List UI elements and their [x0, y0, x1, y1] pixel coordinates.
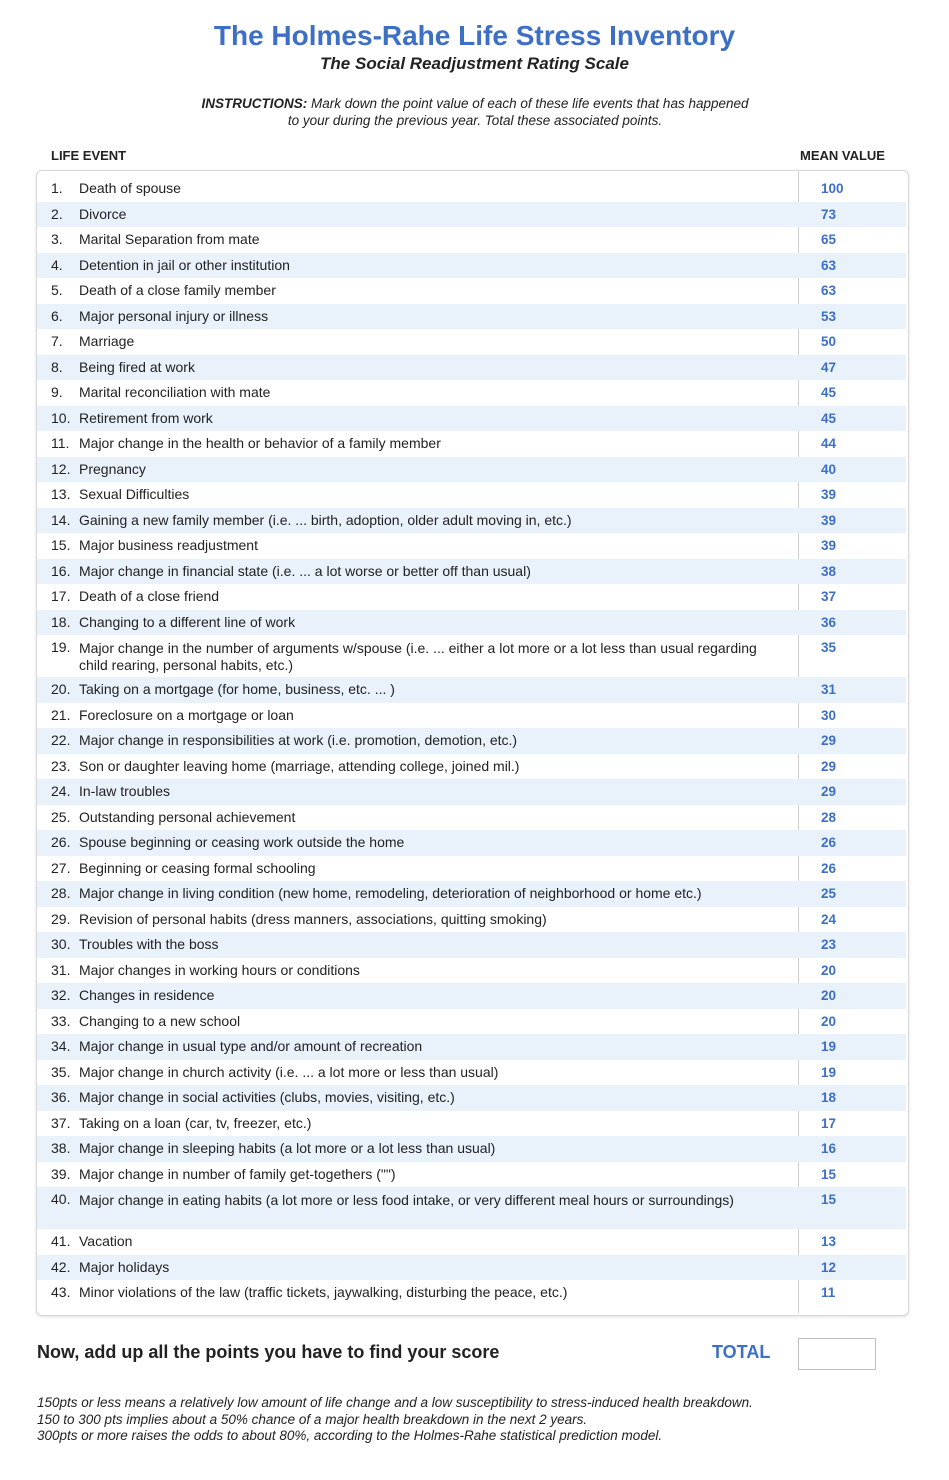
event-text: Major change in living condition (new home, remodeling, deterioration of neighborhood or home etc.) [79, 885, 702, 901]
table-row [37, 431, 906, 457]
table-row [37, 253, 906, 279]
event-number: 36. [51, 1089, 71, 1105]
events-list [37, 176, 906, 1306]
table-row [37, 907, 906, 933]
event-value: 19 [821, 1064, 837, 1080]
event-number: 38. [51, 1140, 71, 1156]
table-row [37, 1111, 906, 1137]
event-number: 30. [51, 936, 71, 952]
event-number: 10. [51, 409, 71, 426]
event-value: 15 [821, 1192, 837, 1207]
table-row [37, 202, 906, 228]
total-input[interactable] [798, 1338, 876, 1370]
table-row [37, 1060, 906, 1086]
event-value: 39 [821, 538, 837, 553]
event-value: 39 [821, 487, 837, 502]
score-notes [37, 1395, 917, 1445]
table-row [37, 508, 906, 534]
event-number: 27. [51, 859, 71, 876]
event-text: Major change in eating habits (a lot more or less food intake, or very different meal hours or surroundings) [79, 1192, 734, 1208]
event-text: Taking on a loan (car, tv, freezer, etc.) [79, 1114, 312, 1131]
event-value: 23 [821, 937, 837, 952]
column-header-mean-value: MEAN VALUE [800, 148, 885, 163]
event-value: 26 [821, 835, 837, 850]
event-text: Major change in number of family get-togethers ("") [79, 1165, 396, 1182]
event-number: 20. [51, 681, 71, 697]
event-value: 63 [821, 257, 837, 273]
event-value: 63 [821, 283, 837, 298]
event-number: 16. [51, 562, 71, 579]
event-value: 36 [821, 614, 837, 630]
event-text: Major change in financial state (i.e. ... a lot worse or better off than usual) [79, 562, 531, 579]
event-text: Retirement from work [79, 409, 213, 426]
table-row [37, 779, 906, 805]
event-value: 16 [821, 1141, 837, 1156]
table-row [37, 1255, 906, 1281]
table-row [37, 881, 906, 907]
event-number: 19. [51, 639, 71, 655]
table-row [37, 635, 906, 677]
event-text: Major change in the number of arguments w/spouse (i.e. ... either a lot more or a lot less than usual regarding child rearing, personal habits, etc.) [79, 640, 757, 673]
event-text: Pregnancy [79, 460, 146, 477]
table-row [37, 559, 906, 585]
table-row [37, 1034, 906, 1060]
event-value: 29 [821, 758, 837, 774]
event-value: 40 [821, 461, 837, 477]
event-number: 42. [51, 1258, 71, 1275]
table-row [37, 406, 906, 432]
event-text: Son or daughter leaving home (marriage, attending college, joined mil.) [79, 757, 520, 774]
page-subtitle: The Social Readjustment Rating Scale [320, 54, 629, 73]
event-number: 22. [51, 732, 71, 748]
event-text: Major change in the health or behavior of a family member [79, 435, 441, 451]
event-value: 12 [821, 1259, 837, 1275]
event-number: 3. [51, 231, 63, 247]
event-value: 53 [821, 308, 837, 324]
table-row [37, 677, 906, 703]
event-value: 65 [821, 232, 837, 247]
note-medium: 150 to 300 pts implies about a 50% chance of a major health breakdown in the next 2 years. [37, 1411, 588, 1427]
event-text: Outstanding personal achievement [79, 808, 296, 825]
table-row [37, 329, 906, 355]
event-number: 25. [51, 808, 71, 825]
event-value: 45 [821, 410, 837, 426]
event-text: Beginning or ceasing formal schooling [79, 859, 316, 876]
event-number: 7. [51, 333, 63, 349]
table-row [37, 728, 906, 754]
event-value: 38 [821, 563, 837, 579]
event-value: 20 [821, 962, 837, 978]
event-text: Major change in usual type and/or amount of recreation [79, 1038, 423, 1054]
event-text: Being fired at work [79, 358, 195, 375]
event-text: Changing to a new school [79, 1012, 241, 1029]
table-row [37, 176, 906, 202]
table-row [37, 983, 906, 1009]
table-row [37, 278, 906, 304]
event-text: Detention in jail or other institution [79, 256, 290, 273]
event-number: 31. [51, 961, 71, 978]
total-label: TOTAL [712, 1342, 771, 1362]
event-text: Death of a close family member [79, 282, 276, 298]
event-value: 20 [821, 988, 837, 1003]
table-row [37, 457, 906, 483]
event-text: Vacation [79, 1233, 133, 1249]
table-row [37, 584, 906, 610]
event-text: Marital Separation from mate [79, 231, 260, 247]
instructions-line-2: to your during the previous year. Total these associated points. [287, 113, 663, 128]
instructions [140, 95, 810, 129]
table-row [37, 304, 906, 330]
event-number: 11. [51, 435, 70, 451]
event-value: 19 [821, 1039, 837, 1054]
event-text: Changing to a different line of work [79, 613, 296, 630]
table-row [37, 1085, 906, 1111]
event-text: Revision of personal habits (dress manners, associations, quitting smoking) [79, 910, 547, 927]
event-text: Major changes in working hours or conditions [79, 961, 360, 978]
event-value: 31 [821, 682, 837, 697]
event-number: 39. [51, 1165, 71, 1182]
event-text: Sexual Difficulties [79, 486, 190, 502]
event-number: 2. [51, 205, 63, 222]
event-value: 26 [821, 860, 837, 876]
table-row [37, 703, 906, 729]
event-number: 12. [51, 460, 71, 477]
event-value: 29 [821, 733, 837, 748]
table-row [37, 1136, 906, 1162]
event-text: Troubles with the boss [79, 936, 219, 952]
event-number: 1. [51, 180, 63, 196]
event-text: Changes in residence [79, 987, 215, 1003]
table-row [37, 1009, 906, 1035]
page-title: The Holmes-Rahe Life Stress Inventory [213, 20, 736, 51]
event-number: 18. [51, 613, 71, 630]
column-header-life-event: LIFE EVENT [51, 148, 127, 163]
event-text: Spouse beginning or ceasing work outside the home [79, 834, 405, 850]
event-number: 33. [51, 1012, 71, 1029]
event-text: Major change in responsibilities at work (i.e. promotion, demotion, etc.) [79, 732, 518, 748]
table-row [37, 805, 906, 831]
event-value: 30 [821, 707, 837, 723]
event-number: 23. [51, 757, 71, 774]
table-row [37, 958, 906, 984]
event-text: Death of a close friend [79, 588, 220, 604]
event-text: Major change in church activity (i.e. ... a lot more or less than usual) [79, 1063, 499, 1080]
event-text: Death of spouse [79, 180, 181, 196]
event-number: 40. [51, 1191, 71, 1207]
table-row [37, 227, 906, 253]
table-row [37, 856, 906, 882]
event-number: 13. [51, 486, 71, 502]
event-text: Foreclosure on a mortgage or loan [79, 706, 294, 723]
event-number: 24. [51, 783, 71, 799]
event-number: 15. [51, 537, 71, 553]
table-row [37, 1187, 906, 1229]
table-row [37, 533, 906, 559]
event-value: 20 [821, 1013, 837, 1029]
event-number: 14. [51, 511, 71, 528]
event-text: Major change in social activities (clubs, movies, visiting, etc.) [79, 1089, 455, 1105]
event-number: 43. [51, 1284, 71, 1300]
event-number: 6. [51, 307, 63, 324]
event-text: Taking on a mortgage (for home, business, etc. ... ) [79, 681, 395, 697]
table-row [37, 482, 906, 508]
note-high: 300pts or more raises the odds to about 80%, according to the Holmes-Rahe statistical prediction model. [37, 1428, 663, 1443]
table-row [37, 932, 906, 958]
score-prompt: Now, add up all the points you have to find your score [37, 1342, 500, 1362]
event-number: 35. [51, 1063, 71, 1080]
event-number: 9. [51, 384, 63, 400]
table-row [37, 1229, 906, 1255]
table-row [37, 380, 906, 406]
event-number: 37. [51, 1114, 71, 1131]
event-number: 8. [51, 358, 63, 375]
event-value: 24 [821, 911, 837, 927]
event-text: Major personal injury or illness [79, 307, 269, 324]
event-text: Major business readjustment [79, 537, 258, 553]
event-number: 21. [51, 706, 71, 723]
event-value: 47 [821, 359, 837, 375]
table-row [37, 754, 906, 780]
event-text: Minor violations of the law (traffic tickets, jaywalking, disturbing the peace, etc.) [79, 1284, 568, 1300]
event-number: 17. [51, 588, 71, 604]
event-number: 32. [51, 987, 71, 1003]
instructions-label: INSTRUCTIONS: [201, 96, 308, 111]
event-value: 45 [821, 385, 837, 400]
event-number: 28. [51, 885, 71, 901]
event-number: 34. [51, 1038, 71, 1054]
event-text: In-law troubles [79, 783, 171, 799]
event-value: 17 [821, 1115, 837, 1131]
event-text: Major change in sleeping habits (a lot more or a lot less than usual) [79, 1140, 496, 1156]
event-value: 50 [821, 334, 837, 349]
event-value: 29 [821, 784, 837, 799]
event-number: 26. [51, 834, 71, 850]
event-number: 4. [51, 256, 63, 273]
table-row [37, 355, 906, 381]
event-number: 41. [51, 1233, 71, 1249]
event-value: 28 [821, 809, 837, 825]
event-value: 18 [821, 1090, 837, 1105]
event-value: 37 [821, 589, 837, 604]
event-text: Major holidays [79, 1258, 170, 1275]
event-number: 5. [51, 282, 63, 298]
event-text: Gaining a new family member (i.e. ... birth, adoption, older adult moving in, etc.) [79, 511, 572, 528]
event-text: Marriage [79, 333, 135, 349]
event-text: Marital reconciliation with mate [79, 384, 271, 400]
table-row [37, 610, 906, 636]
event-value: 13 [821, 1234, 837, 1249]
note-low: 150pts or less means a relatively low amount of life change and a low susceptibility to stress-induced health breakdown. [37, 1395, 753, 1410]
table-row [37, 1280, 906, 1306]
table-row [37, 1162, 906, 1188]
instructions-line-1: Mark down the point value of each of these life events that has happened [307, 96, 749, 111]
event-value: 25 [821, 886, 837, 901]
event-value: 11 [821, 1285, 836, 1300]
event-value: 35 [821, 640, 837, 655]
event-value: 44 [821, 436, 837, 451]
event-text: Divorce [79, 205, 127, 222]
event-value: 73 [821, 206, 837, 222]
event-value: 39 [821, 512, 837, 528]
event-number: 29. [51, 910, 71, 927]
event-value: 15 [821, 1166, 837, 1182]
event-value: 100 [821, 181, 844, 196]
table-row [37, 830, 906, 856]
